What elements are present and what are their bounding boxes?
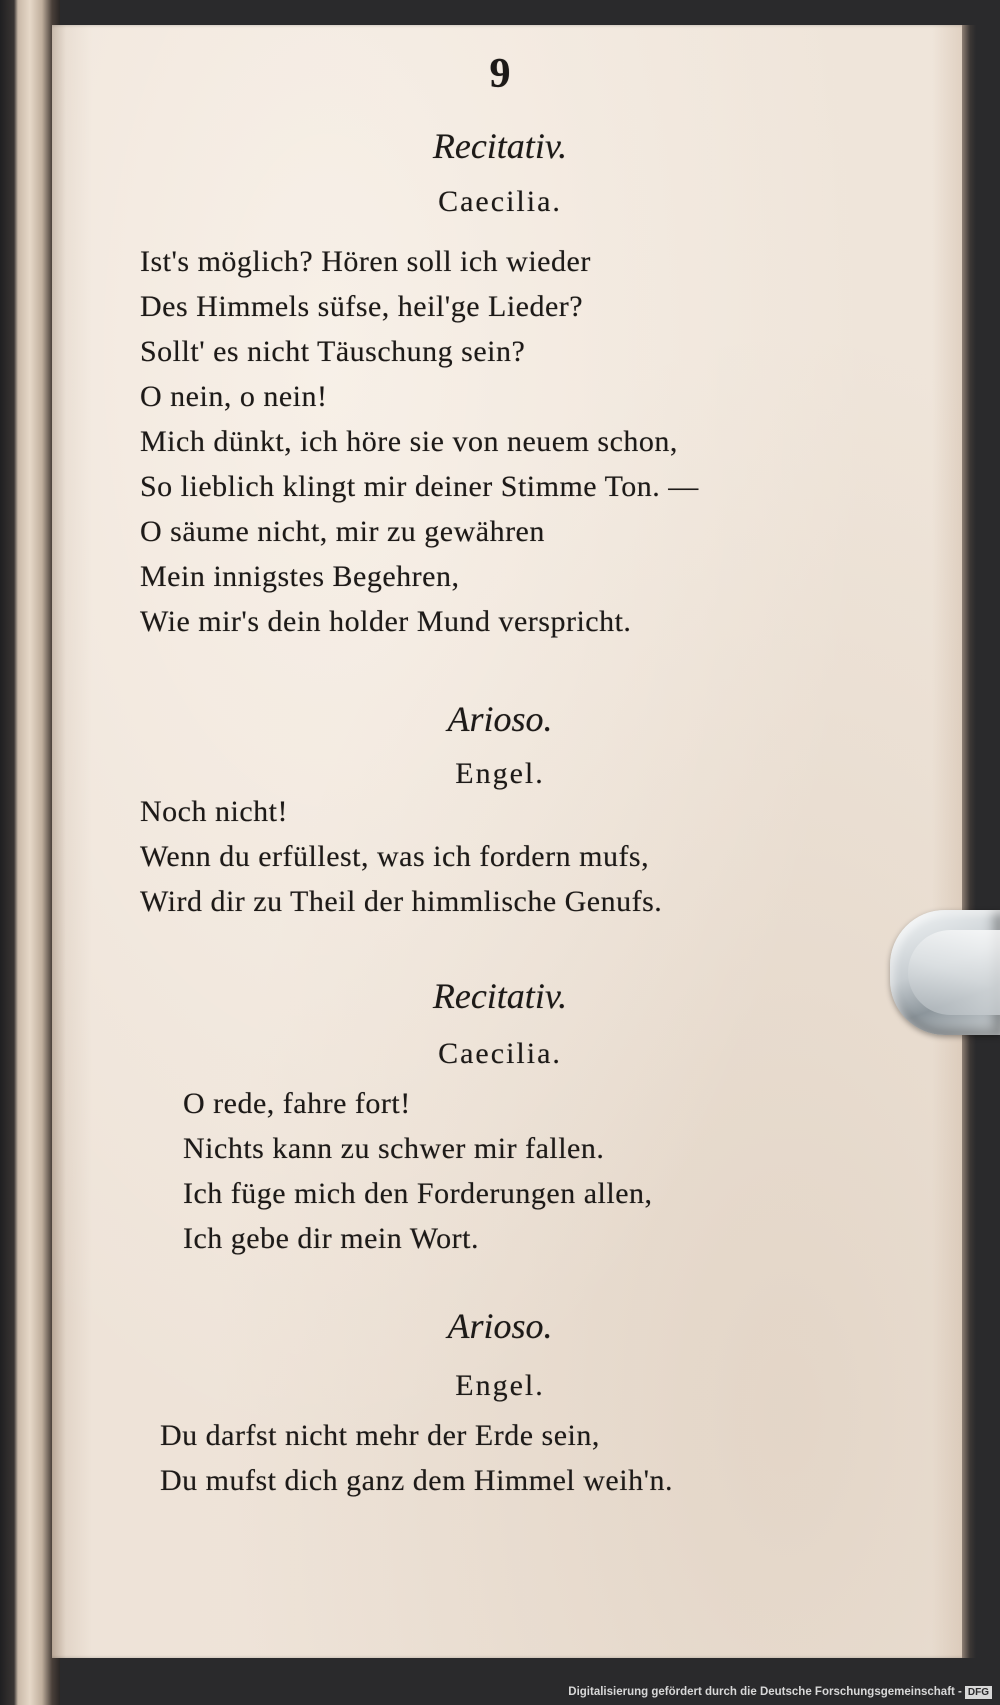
verse-line: Wird dir zu Theil der himmlische Genufs.	[140, 885, 663, 918]
verse-line: Wenn du erfüllest, was ich fordern mufs,	[140, 840, 650, 873]
verse-line: Du mufst dich ganz dem Himmel weih'n.	[160, 1464, 673, 1497]
verse-line: Wie mir's dein holder Mund verspricht.	[140, 605, 632, 638]
section-heading-recitativ-1: Recitativ.	[432, 126, 568, 166]
adjacent-page-edge	[0, 0, 60, 1705]
verse-line: Sollt' es nicht Täuschung sein?	[140, 335, 526, 368]
verse-line: Du darfst nicht mehr der Erde sein,	[160, 1419, 600, 1452]
verse-line: O rede, fahre fort!	[183, 1087, 411, 1120]
verse-line: Des Himmels süfse, heil'ge Lieder?	[140, 290, 584, 323]
page-edge-shadow	[962, 25, 1000, 1658]
page-clip	[890, 910, 1000, 1035]
verse-line: Mich dünkt, ich höre sie von neuem schon,	[140, 425, 678, 458]
verse-line: Ich füge mich den Forderungen allen,	[183, 1177, 653, 1210]
verse-line: Ich gebe dir mein Wort.	[183, 1222, 479, 1255]
speaker-caecilia-2: Caecilia.	[438, 1037, 562, 1070]
section-heading-arioso-2: Arioso.	[447, 1306, 553, 1346]
page-number: 9	[489, 51, 511, 97]
verse-line: Ist's möglich? Hören soll ich wieder	[140, 245, 591, 278]
digitization-credit	[568, 1686, 992, 1699]
section-heading-recitativ-2: Recitativ.	[432, 976, 568, 1016]
section-heading-arioso-1: Arioso.	[447, 699, 553, 739]
credit-text: Digitalisierung gefördert durch die Deutsche Forschungsgemeinschaft -	[568, 1686, 962, 1698]
verse-line: Mein innigstes Begehren,	[140, 560, 460, 593]
speaker-engel-2: Engel.	[455, 1369, 545, 1402]
verse-line: Nichts kann zu schwer mir fallen.	[183, 1132, 605, 1165]
page-clip-highlight	[908, 930, 1000, 1015]
verse-line: O säume nicht, mir zu gewähren	[140, 515, 545, 548]
speaker-engel-1: Engel.	[455, 757, 545, 790]
verse-line: So lieblich klingt mir deiner Stimme Ton. —	[140, 470, 699, 503]
verse-line: Noch nicht!	[140, 795, 288, 828]
speaker-caecilia-1: Caecilia.	[438, 185, 562, 218]
verse-line: O nein, o nein!	[140, 380, 328, 413]
dfg-logo: DFG	[965, 1686, 992, 1699]
